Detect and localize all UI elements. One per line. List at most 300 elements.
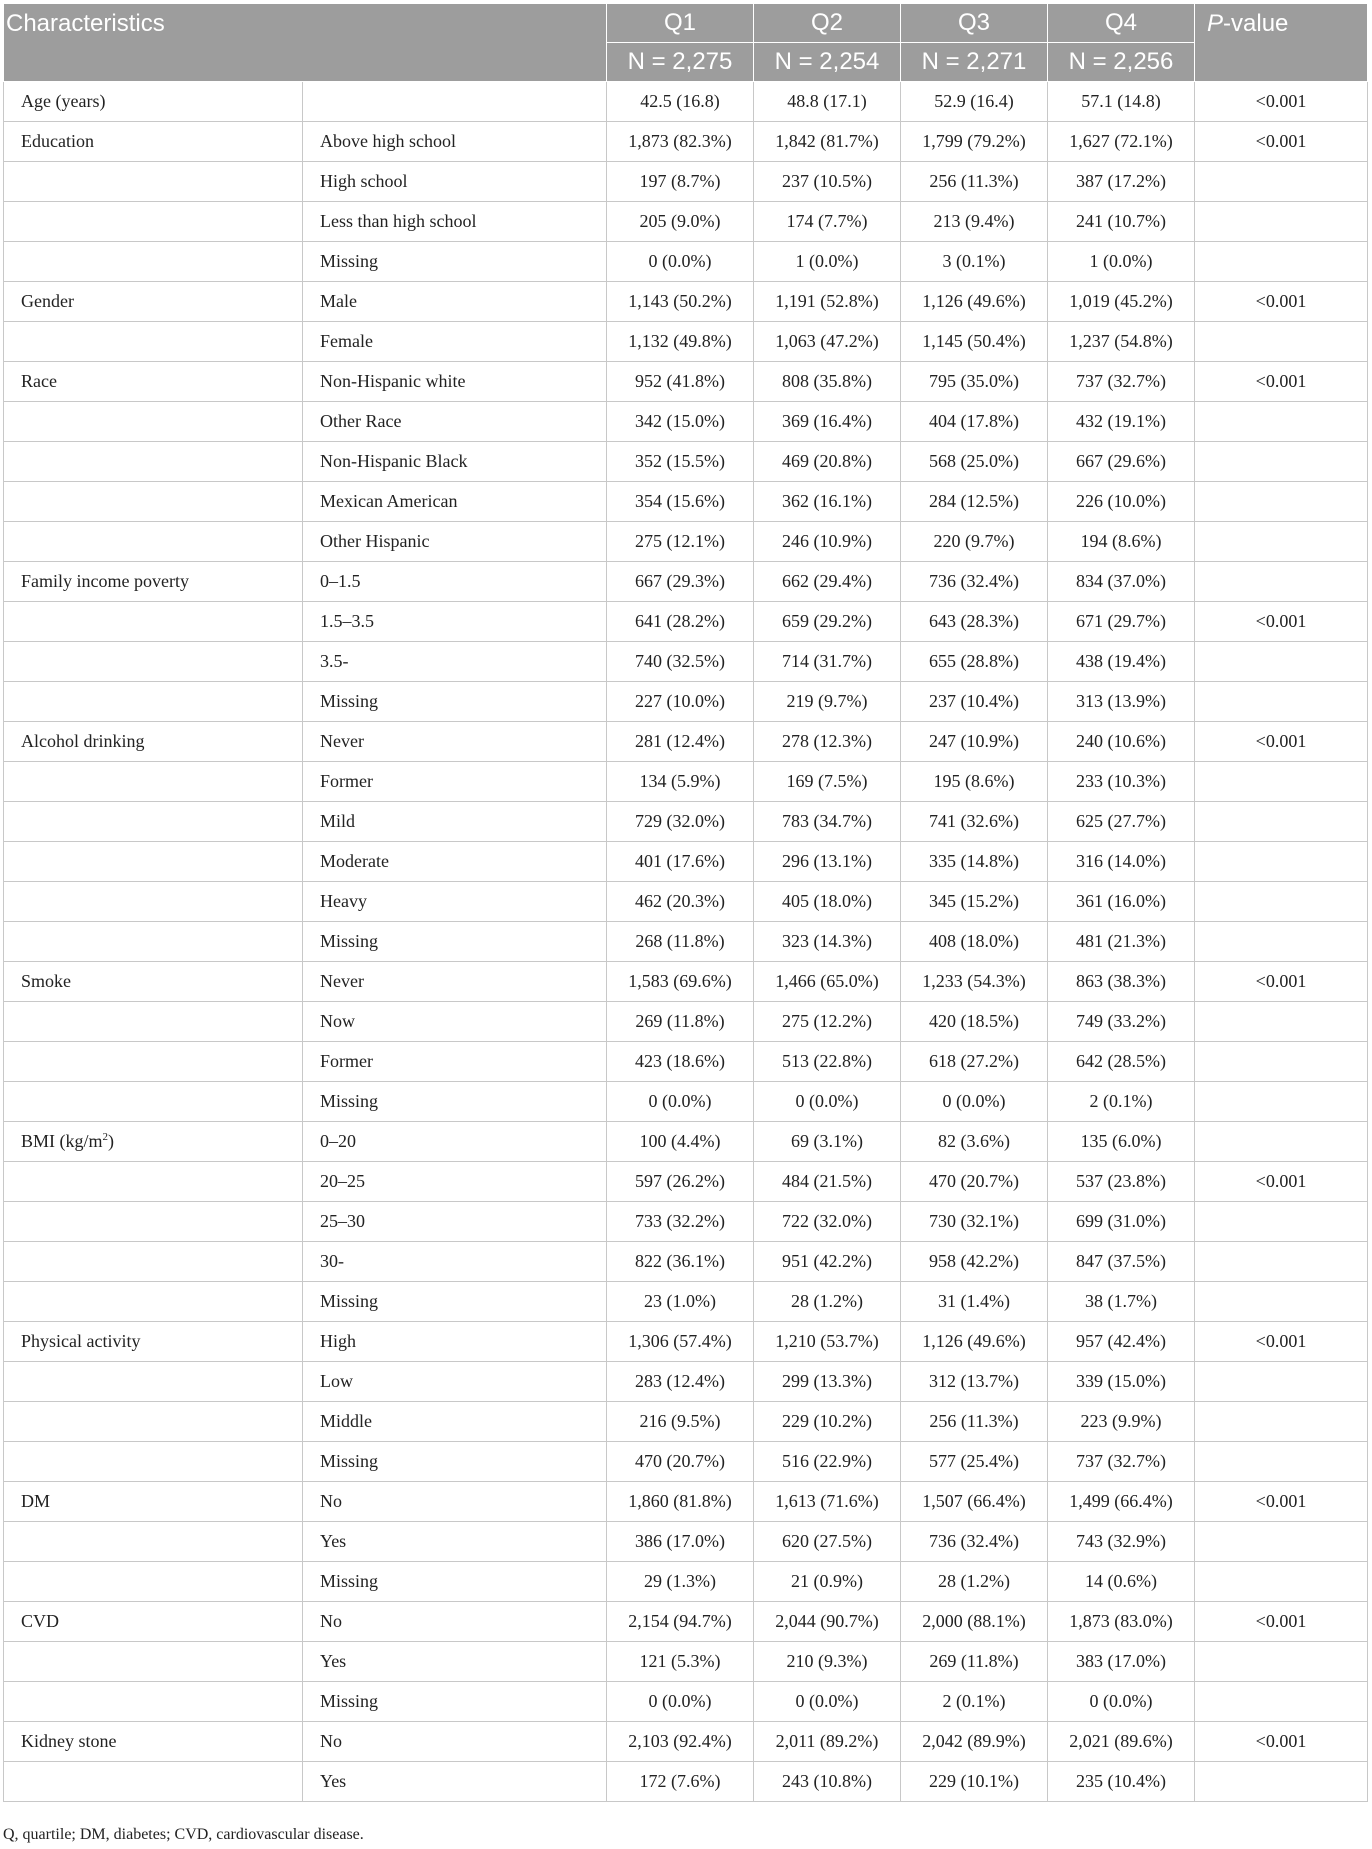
header-q1-n: N = 2,275 bbox=[607, 43, 754, 82]
subgroup-cell: 3.5- bbox=[303, 642, 607, 682]
q2-value-cell: 516 (22.9%) bbox=[754, 1442, 901, 1482]
q3-value-cell: 335 (14.8%) bbox=[901, 842, 1048, 882]
characteristic-cell bbox=[4, 1522, 303, 1562]
q1-value-cell: 172 (7.6%) bbox=[607, 1762, 754, 1802]
q2-value-cell: 783 (34.7%) bbox=[754, 802, 901, 842]
subgroup-cell: High bbox=[303, 1322, 607, 1362]
q4-value-cell: 383 (17.0%) bbox=[1048, 1642, 1195, 1682]
q2-value-cell: 275 (12.2%) bbox=[754, 1002, 901, 1042]
characteristic-label: Smoke bbox=[21, 971, 72, 991]
table-row bbox=[4, 1322, 1368, 1362]
header-q1: Q1 bbox=[607, 4, 754, 43]
q4-value-cell: 223 (9.9%) bbox=[1048, 1402, 1195, 1442]
characteristic-label: Age (years) bbox=[21, 91, 106, 111]
q1-value-cell: 42.5 (16.8) bbox=[607, 82, 754, 122]
q2-value-cell: 296 (13.1%) bbox=[754, 842, 901, 882]
q2-value-cell: 1,842 (81.7%) bbox=[754, 122, 901, 162]
header-q3: Q3 bbox=[901, 4, 1048, 43]
characteristic-cell bbox=[4, 922, 303, 962]
pvalue-cell: <0.001 bbox=[1195, 1482, 1368, 1522]
q3-value-cell: 643 (28.3%) bbox=[901, 602, 1048, 642]
q1-value-cell: 0 (0.0%) bbox=[607, 1082, 754, 1122]
table-row bbox=[4, 1482, 1368, 1522]
q4-value-cell: 671 (29.7%) bbox=[1048, 602, 1195, 642]
q2-value-cell: 237 (10.5%) bbox=[754, 162, 901, 202]
q4-value-cell: 235 (10.4%) bbox=[1048, 1762, 1195, 1802]
pvalue-cell bbox=[1195, 682, 1368, 722]
q2-value-cell: 48.8 (17.1) bbox=[754, 82, 901, 122]
table-row bbox=[4, 242, 1368, 282]
q3-value-cell: 220 (9.7%) bbox=[901, 522, 1048, 562]
q1-value-cell: 822 (36.1%) bbox=[607, 1242, 754, 1282]
q1-value-cell: 216 (9.5%) bbox=[607, 1402, 754, 1442]
q3-value-cell: 795 (35.0%) bbox=[901, 362, 1048, 402]
header-pvalue-rest: -value bbox=[1223, 10, 1289, 37]
header-pvalue bbox=[1195, 4, 1368, 82]
subgroup-cell: Yes bbox=[303, 1762, 607, 1802]
table-row bbox=[4, 482, 1368, 522]
characteristic-cell bbox=[4, 1562, 303, 1602]
q1-value-cell: 1,143 (50.2%) bbox=[607, 282, 754, 322]
subgroup-cell: Moderate bbox=[303, 842, 607, 882]
q1-value-cell: 354 (15.6%) bbox=[607, 482, 754, 522]
pvalue-cell bbox=[1195, 1402, 1368, 1442]
table-row bbox=[4, 642, 1368, 682]
q4-value-cell: 749 (33.2%) bbox=[1048, 1002, 1195, 1042]
pvalue-cell: <0.001 bbox=[1195, 362, 1368, 402]
characteristic-label: Alcohol drinking bbox=[21, 731, 145, 751]
table-row bbox=[4, 562, 1368, 602]
q1-value-cell: 1,860 (81.8%) bbox=[607, 1482, 754, 1522]
subgroup-cell: Yes bbox=[303, 1522, 607, 1562]
pvalue-cell bbox=[1195, 1762, 1368, 1802]
pvalue-cell bbox=[1195, 522, 1368, 562]
header-q4-n: N = 2,256 bbox=[1048, 43, 1195, 82]
q3-value-cell: 2 (0.1%) bbox=[901, 1682, 1048, 1722]
q4-value-cell: 432 (19.1%) bbox=[1048, 402, 1195, 442]
table-row bbox=[4, 122, 1368, 162]
q3-value-cell: 312 (13.7%) bbox=[901, 1362, 1048, 1402]
table-row bbox=[4, 682, 1368, 722]
header-q2: Q2 bbox=[754, 4, 901, 43]
q2-value-cell: 662 (29.4%) bbox=[754, 562, 901, 602]
table-row bbox=[4, 722, 1368, 762]
table-header bbox=[4, 4, 1368, 82]
characteristic-cell bbox=[4, 402, 303, 442]
q4-value-cell: 240 (10.6%) bbox=[1048, 722, 1195, 762]
characteristic-cell bbox=[4, 1642, 303, 1682]
pvalue-cell bbox=[1195, 882, 1368, 922]
q3-value-cell: 1,126 (49.6%) bbox=[901, 1322, 1048, 1362]
pvalue-cell bbox=[1195, 1122, 1368, 1162]
pvalue-cell bbox=[1195, 642, 1368, 682]
q2-value-cell: 1,063 (47.2%) bbox=[754, 322, 901, 362]
pvalue-cell: <0.001 bbox=[1195, 722, 1368, 762]
q1-value-cell: 2,154 (94.7%) bbox=[607, 1602, 754, 1642]
q4-value-cell: 1,237 (54.8%) bbox=[1048, 322, 1195, 362]
q4-value-cell: 361 (16.0%) bbox=[1048, 882, 1195, 922]
q4-value-cell: 537 (23.8%) bbox=[1048, 1162, 1195, 1202]
q4-value-cell: 834 (37.0%) bbox=[1048, 562, 1195, 602]
characteristic-cell bbox=[4, 1122, 303, 1162]
q3-value-cell: 2,042 (89.9%) bbox=[901, 1722, 1048, 1762]
table-row bbox=[4, 1522, 1368, 1562]
table-body bbox=[4, 82, 1368, 1802]
q2-value-cell: 469 (20.8%) bbox=[754, 442, 901, 482]
subgroup-cell: Less than high school bbox=[303, 202, 607, 242]
table-row bbox=[4, 1042, 1368, 1082]
q2-value-cell: 299 (13.3%) bbox=[754, 1362, 901, 1402]
subgroup-cell: Missing bbox=[303, 242, 607, 282]
subgroup-cell: No bbox=[303, 1722, 607, 1762]
subgroup-cell: Above high school bbox=[303, 122, 607, 162]
subgroup-cell: Never bbox=[303, 722, 607, 762]
pvalue-cell: <0.001 bbox=[1195, 962, 1368, 1002]
q2-value-cell: 659 (29.2%) bbox=[754, 602, 901, 642]
subgroup-cell: Mild bbox=[303, 802, 607, 842]
pvalue-cell: <0.001 bbox=[1195, 1162, 1368, 1202]
q1-value-cell: 729 (32.0%) bbox=[607, 802, 754, 842]
table-row bbox=[4, 1642, 1368, 1682]
pvalue-cell bbox=[1195, 762, 1368, 802]
characteristic-cell bbox=[4, 682, 303, 722]
characteristic-cell bbox=[4, 1202, 303, 1242]
q2-value-cell: 484 (21.5%) bbox=[754, 1162, 901, 1202]
q2-value-cell: 1 (0.0%) bbox=[754, 242, 901, 282]
q1-value-cell: 1,132 (49.8%) bbox=[607, 322, 754, 362]
subgroup-cell: Missing bbox=[303, 1082, 607, 1122]
q2-value-cell: 21 (0.9%) bbox=[754, 1562, 901, 1602]
characteristic-superscript: 2 bbox=[102, 1131, 109, 1143]
q2-value-cell: 362 (16.1%) bbox=[754, 482, 901, 522]
q3-value-cell: 1,126 (49.6%) bbox=[901, 282, 1048, 322]
q3-value-cell: 1,233 (54.3%) bbox=[901, 962, 1048, 1002]
characteristic-cell bbox=[4, 482, 303, 522]
table-row bbox=[4, 1202, 1368, 1242]
q2-value-cell: 714 (31.7%) bbox=[754, 642, 901, 682]
q4-value-cell: 737 (32.7%) bbox=[1048, 362, 1195, 402]
pvalue-cell bbox=[1195, 442, 1368, 482]
q3-value-cell: 408 (18.0%) bbox=[901, 922, 1048, 962]
table-row bbox=[4, 1682, 1368, 1722]
q4-value-cell: 135 (6.0%) bbox=[1048, 1122, 1195, 1162]
characteristic-label: CVD bbox=[21, 1611, 60, 1631]
q1-value-cell: 667 (29.3%) bbox=[607, 562, 754, 602]
pvalue-cell bbox=[1195, 922, 1368, 962]
q1-value-cell: 283 (12.4%) bbox=[607, 1362, 754, 1402]
q3-value-cell: 213 (9.4%) bbox=[901, 202, 1048, 242]
q4-value-cell: 38 (1.7%) bbox=[1048, 1282, 1195, 1322]
table-row bbox=[4, 1122, 1368, 1162]
q4-value-cell: 194 (8.6%) bbox=[1048, 522, 1195, 562]
characteristic-cell bbox=[4, 802, 303, 842]
table-row bbox=[4, 1082, 1368, 1122]
q3-value-cell: 741 (32.6%) bbox=[901, 802, 1048, 842]
q1-value-cell: 462 (20.3%) bbox=[607, 882, 754, 922]
characteristic-cell bbox=[4, 1362, 303, 1402]
q2-value-cell: 219 (9.7%) bbox=[754, 682, 901, 722]
characteristic-cell bbox=[4, 562, 303, 602]
q2-value-cell: 246 (10.9%) bbox=[754, 522, 901, 562]
q2-value-cell: 513 (22.8%) bbox=[754, 1042, 901, 1082]
characteristic-cell bbox=[4, 362, 303, 402]
q1-value-cell: 733 (32.2%) bbox=[607, 1202, 754, 1242]
pvalue-cell bbox=[1195, 1042, 1368, 1082]
q2-value-cell: 0 (0.0%) bbox=[754, 1082, 901, 1122]
q3-value-cell: 736 (32.4%) bbox=[901, 562, 1048, 602]
table-row bbox=[4, 282, 1368, 322]
q1-value-cell: 1,873 (82.3%) bbox=[607, 122, 754, 162]
characteristic-label: Education bbox=[21, 131, 94, 151]
q2-value-cell: 278 (12.3%) bbox=[754, 722, 901, 762]
q2-value-cell: 1,466 (65.0%) bbox=[754, 962, 901, 1002]
table-row bbox=[4, 1402, 1368, 1442]
q3-value-cell: 1,799 (79.2%) bbox=[901, 122, 1048, 162]
characteristic-cell bbox=[4, 1722, 303, 1762]
q4-value-cell: 625 (27.7%) bbox=[1048, 802, 1195, 842]
characteristic-label-end: ) bbox=[108, 1131, 115, 1151]
pvalue-cell bbox=[1195, 482, 1368, 522]
characteristic-cell bbox=[4, 1402, 303, 1442]
q1-value-cell: 386 (17.0%) bbox=[607, 1522, 754, 1562]
q4-value-cell: 316 (14.0%) bbox=[1048, 842, 1195, 882]
q1-value-cell: 227 (10.0%) bbox=[607, 682, 754, 722]
q3-value-cell: 229 (10.1%) bbox=[901, 1762, 1048, 1802]
subgroup-cell: Missing bbox=[303, 922, 607, 962]
q4-value-cell: 699 (31.0%) bbox=[1048, 1202, 1195, 1242]
q2-value-cell: 1,613 (71.6%) bbox=[754, 1482, 901, 1522]
characteristic-cell bbox=[4, 842, 303, 882]
pvalue-cell: <0.001 bbox=[1195, 82, 1368, 122]
characteristic-cell bbox=[4, 442, 303, 482]
characteristic-cell bbox=[4, 1002, 303, 1042]
q3-value-cell: 577 (25.4%) bbox=[901, 1442, 1048, 1482]
characteristic-cell bbox=[4, 1682, 303, 1722]
table-row bbox=[4, 802, 1368, 842]
q1-value-cell: 121 (5.3%) bbox=[607, 1642, 754, 1682]
pvalue-cell bbox=[1195, 1282, 1368, 1322]
q2-value-cell: 405 (18.0%) bbox=[754, 882, 901, 922]
q3-value-cell: 568 (25.0%) bbox=[901, 442, 1048, 482]
characteristic-cell bbox=[4, 722, 303, 762]
q2-value-cell: 722 (32.0%) bbox=[754, 1202, 901, 1242]
q3-value-cell: 28 (1.2%) bbox=[901, 1562, 1048, 1602]
q3-value-cell: 2,000 (88.1%) bbox=[901, 1602, 1048, 1642]
table-row bbox=[4, 1602, 1368, 1642]
q1-value-cell: 197 (8.7%) bbox=[607, 162, 754, 202]
q4-value-cell: 481 (21.3%) bbox=[1048, 922, 1195, 962]
characteristic-cell bbox=[4, 122, 303, 162]
table-row bbox=[4, 602, 1368, 642]
subgroup-cell: 1.5–3.5 bbox=[303, 602, 607, 642]
subgroup-cell: Mexican American bbox=[303, 482, 607, 522]
pvalue-cell bbox=[1195, 1562, 1368, 1602]
q1-value-cell: 269 (11.8%) bbox=[607, 1002, 754, 1042]
subgroup-cell: Non-Hispanic white bbox=[303, 362, 607, 402]
q3-value-cell: 618 (27.2%) bbox=[901, 1042, 1048, 1082]
characteristic-cell bbox=[4, 282, 303, 322]
q1-value-cell: 352 (15.5%) bbox=[607, 442, 754, 482]
q3-value-cell: 736 (32.4%) bbox=[901, 1522, 1048, 1562]
characteristic-cell bbox=[4, 1242, 303, 1282]
q1-value-cell: 23 (1.0%) bbox=[607, 1282, 754, 1322]
q4-value-cell: 241 (10.7%) bbox=[1048, 202, 1195, 242]
table-row bbox=[4, 882, 1368, 922]
q3-value-cell: 345 (15.2%) bbox=[901, 882, 1048, 922]
pvalue-cell bbox=[1195, 1002, 1368, 1042]
table-row bbox=[4, 442, 1368, 482]
table-row bbox=[4, 162, 1368, 202]
subgroup-cell: Other Hispanic bbox=[303, 522, 607, 562]
q2-value-cell: 243 (10.8%) bbox=[754, 1762, 901, 1802]
header-characteristics: Characteristics bbox=[4, 4, 607, 82]
q4-value-cell: 667 (29.6%) bbox=[1048, 442, 1195, 482]
q4-value-cell: 2,021 (89.6%) bbox=[1048, 1722, 1195, 1762]
q1-value-cell: 1,306 (57.4%) bbox=[607, 1322, 754, 1362]
table-row bbox=[4, 1002, 1368, 1042]
q1-value-cell: 2,103 (92.4%) bbox=[607, 1722, 754, 1762]
q1-value-cell: 281 (12.4%) bbox=[607, 722, 754, 762]
subgroup-cell: Low bbox=[303, 1362, 607, 1402]
characteristic-cell bbox=[4, 82, 303, 122]
q3-value-cell: 0 (0.0%) bbox=[901, 1082, 1048, 1122]
q3-value-cell: 404 (17.8%) bbox=[901, 402, 1048, 442]
q2-value-cell: 169 (7.5%) bbox=[754, 762, 901, 802]
subgroup-cell: 30- bbox=[303, 1242, 607, 1282]
q2-value-cell: 210 (9.3%) bbox=[754, 1642, 901, 1682]
header-q4: Q4 bbox=[1048, 4, 1195, 43]
q2-value-cell: 2,044 (90.7%) bbox=[754, 1602, 901, 1642]
characteristic-label: Kidney stone bbox=[21, 1731, 117, 1751]
q4-value-cell: 438 (19.4%) bbox=[1048, 642, 1195, 682]
q4-value-cell: 957 (42.4%) bbox=[1048, 1322, 1195, 1362]
q4-value-cell: 226 (10.0%) bbox=[1048, 482, 1195, 522]
subgroup-cell bbox=[303, 82, 607, 122]
table-row bbox=[4, 1762, 1368, 1802]
characteristic-cell bbox=[4, 1282, 303, 1322]
subgroup-cell: Middle bbox=[303, 1402, 607, 1442]
header-pvalue-italic: P bbox=[1207, 10, 1224, 37]
q3-value-cell: 958 (42.2%) bbox=[901, 1242, 1048, 1282]
characteristic-label: Race bbox=[21, 371, 57, 391]
q2-value-cell: 323 (14.3%) bbox=[754, 922, 901, 962]
pvalue-cell bbox=[1195, 802, 1368, 842]
characteristic-cell bbox=[4, 762, 303, 802]
characteristic-label: Gender bbox=[21, 291, 74, 311]
pvalue-cell bbox=[1195, 242, 1368, 282]
table-row bbox=[4, 1282, 1368, 1322]
pvalue-cell bbox=[1195, 1442, 1368, 1482]
pvalue-cell bbox=[1195, 322, 1368, 362]
table-row bbox=[4, 1442, 1368, 1482]
characteristic-cell bbox=[4, 602, 303, 642]
q1-value-cell: 1,583 (69.6%) bbox=[607, 962, 754, 1002]
q1-value-cell: 423 (18.6%) bbox=[607, 1042, 754, 1082]
subgroup-cell: Missing bbox=[303, 1442, 607, 1482]
q4-value-cell: 2 (0.1%) bbox=[1048, 1082, 1195, 1122]
subgroup-cell: Now bbox=[303, 1002, 607, 1042]
q3-value-cell: 247 (10.9%) bbox=[901, 722, 1048, 762]
q4-value-cell: 1,873 (83.0%) bbox=[1048, 1602, 1195, 1642]
q2-value-cell: 69 (3.1%) bbox=[754, 1122, 901, 1162]
q3-value-cell: 52.9 (16.4) bbox=[901, 82, 1048, 122]
subgroup-cell: 20–25 bbox=[303, 1162, 607, 1202]
characteristic-cell bbox=[4, 1082, 303, 1122]
q3-value-cell: 82 (3.6%) bbox=[901, 1122, 1048, 1162]
q4-value-cell: 387 (17.2%) bbox=[1048, 162, 1195, 202]
table-row bbox=[4, 1242, 1368, 1282]
subgroup-cell: 0–1.5 bbox=[303, 562, 607, 602]
pvalue-cell: <0.001 bbox=[1195, 122, 1368, 162]
q4-value-cell: 233 (10.3%) bbox=[1048, 762, 1195, 802]
q1-value-cell: 641 (28.2%) bbox=[607, 602, 754, 642]
characteristics-table bbox=[3, 3, 1368, 1802]
subgroup-cell: Missing bbox=[303, 1282, 607, 1322]
pvalue-cell bbox=[1195, 1242, 1368, 1282]
characteristic-label: DM bbox=[21, 1491, 51, 1511]
table-row bbox=[4, 1362, 1368, 1402]
pvalue-cell bbox=[1195, 162, 1368, 202]
characteristic-cell bbox=[4, 1322, 303, 1362]
q2-value-cell: 0 (0.0%) bbox=[754, 1682, 901, 1722]
pvalue-cell bbox=[1195, 1082, 1368, 1122]
subgroup-cell: Heavy bbox=[303, 882, 607, 922]
q1-value-cell: 342 (15.0%) bbox=[607, 402, 754, 442]
characteristic-cell bbox=[4, 882, 303, 922]
q3-value-cell: 420 (18.5%) bbox=[901, 1002, 1048, 1042]
q1-value-cell: 0 (0.0%) bbox=[607, 1682, 754, 1722]
subgroup-cell: Missing bbox=[303, 682, 607, 722]
q2-value-cell: 229 (10.2%) bbox=[754, 1402, 901, 1442]
pvalue-cell bbox=[1195, 402, 1368, 442]
q1-value-cell: 29 (1.3%) bbox=[607, 1562, 754, 1602]
q3-value-cell: 237 (10.4%) bbox=[901, 682, 1048, 722]
characteristic-cell bbox=[4, 1762, 303, 1802]
characteristic-label: BMI (kg/m bbox=[21, 1131, 103, 1151]
q1-value-cell: 275 (12.1%) bbox=[607, 522, 754, 562]
q3-value-cell: 31 (1.4%) bbox=[901, 1282, 1048, 1322]
characteristic-label: Family income poverty bbox=[21, 571, 189, 591]
q1-value-cell: 597 (26.2%) bbox=[607, 1162, 754, 1202]
subgroup-cell: Non-Hispanic Black bbox=[303, 442, 607, 482]
q4-value-cell: 0 (0.0%) bbox=[1048, 1682, 1195, 1722]
q1-value-cell: 205 (9.0%) bbox=[607, 202, 754, 242]
subgroup-cell: Former bbox=[303, 1042, 607, 1082]
characteristic-cell bbox=[4, 322, 303, 362]
q3-value-cell: 256 (11.3%) bbox=[901, 162, 1048, 202]
table-row bbox=[4, 762, 1368, 802]
q2-value-cell: 369 (16.4%) bbox=[754, 402, 901, 442]
subgroup-cell: Missing bbox=[303, 1682, 607, 1722]
q3-value-cell: 3 (0.1%) bbox=[901, 242, 1048, 282]
table-row bbox=[4, 1562, 1368, 1602]
q4-value-cell: 642 (28.5%) bbox=[1048, 1042, 1195, 1082]
header-q2-n: N = 2,254 bbox=[754, 43, 901, 82]
subgroup-cell: Former bbox=[303, 762, 607, 802]
q1-value-cell: 470 (20.7%) bbox=[607, 1442, 754, 1482]
q3-value-cell: 284 (12.5%) bbox=[901, 482, 1048, 522]
q4-value-cell: 57.1 (14.8) bbox=[1048, 82, 1195, 122]
characteristic-cell bbox=[4, 162, 303, 202]
table-row bbox=[4, 962, 1368, 1002]
pvalue-cell bbox=[1195, 842, 1368, 882]
q4-value-cell: 1,627 (72.1%) bbox=[1048, 122, 1195, 162]
q2-value-cell: 808 (35.8%) bbox=[754, 362, 901, 402]
q3-value-cell: 269 (11.8%) bbox=[901, 1642, 1048, 1682]
pvalue-cell: <0.001 bbox=[1195, 1722, 1368, 1762]
q4-value-cell: 743 (32.9%) bbox=[1048, 1522, 1195, 1562]
characteristic-cell bbox=[4, 242, 303, 282]
